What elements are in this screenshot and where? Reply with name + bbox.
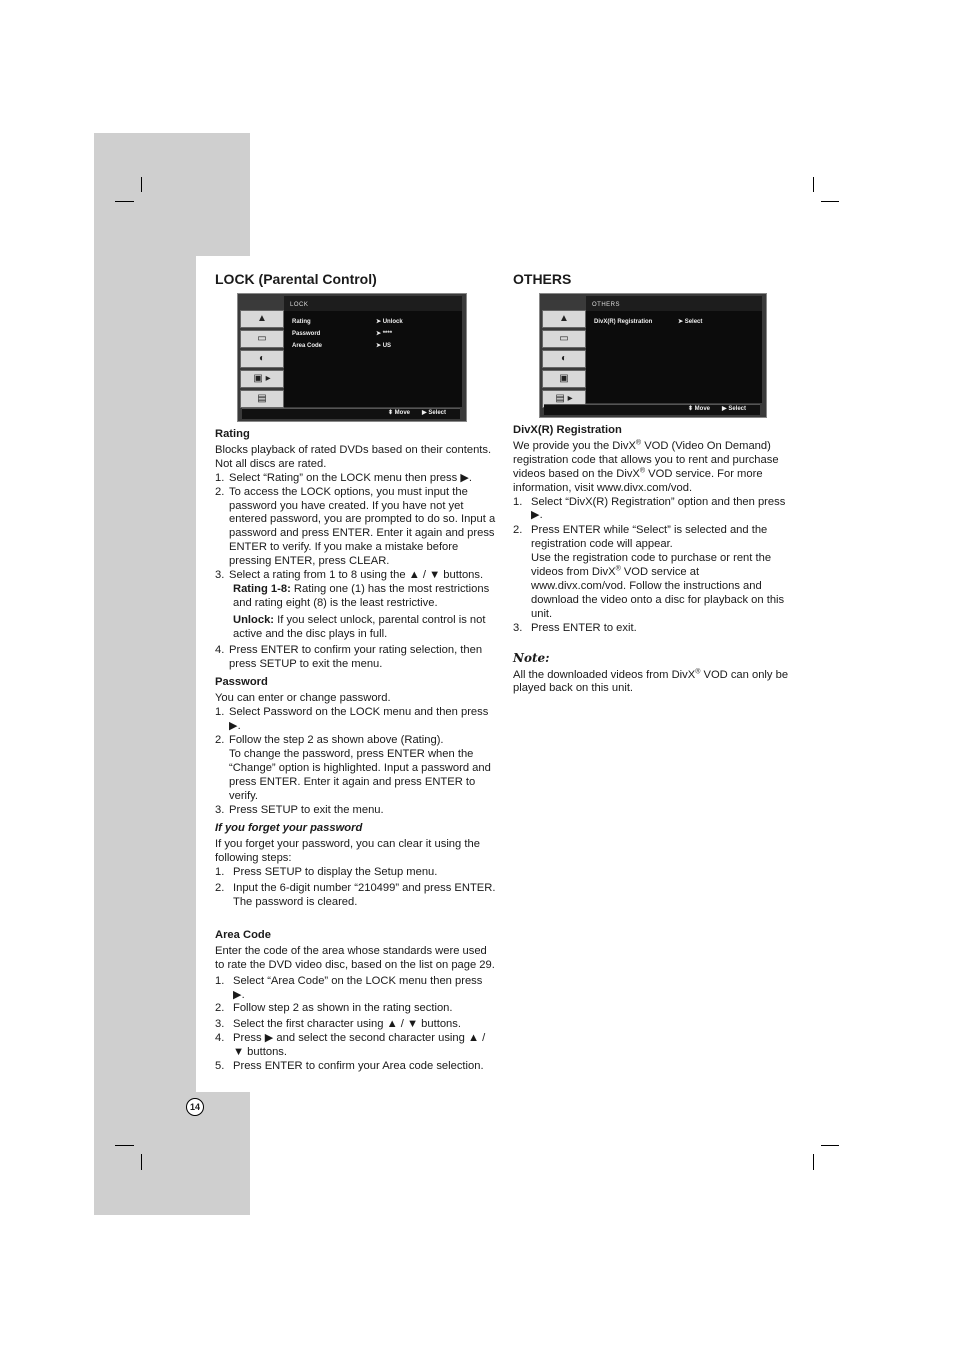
menu-row-divx-registration: DivX(R) Registration ➤ Select [594,316,702,328]
crop-mark [115,1145,134,1146]
rating-heading: Rating [215,428,250,440]
unlock-note: Unlock: If you select unlock, parental control is not active and the disc plays in full. [233,613,486,640]
crop-mark [141,1154,142,1170]
lock-menu-screenshot [237,293,467,422]
menu-sidebar [542,310,586,410]
menu-main [586,296,762,403]
others-icon: ▤ ▸ [542,390,586,408]
rating-steps [215,472,497,672]
arrow-right-icon: ➤ [376,343,383,349]
arrow-right-icon: ➤ [678,319,685,325]
list-item: 2. To access the LOCK options, you must input the password you have created. If you have not yet entered password, you are prompted to do so. Input a password and press ENTER. Enter it again and press ENTER to verify. If you make a mistake before pressing ENTER, press CLEAR. [215,485,496,568]
list-item: 3. Select a rating from 1 to 8 using the ▲ / ▼ buttons. Rating 1-8: Rating one (1) has the most restrictions and rating eight (8) is the least restrictive. Unlock: If you select unlock, parental control is not active and the disc plays in full. [215,569,497,642]
lock-icon: ▣ [542,370,586,388]
divx-registration-steps [513,496,793,636]
crop-mark [813,177,814,192]
menu-main [284,296,462,407]
others-column [513,271,793,696]
list-item: 2. Press ENTER while “Select” is selected and the registration code will appear. Use the registration code to purchase or rent the videos from DivX® VOD service at www.divx.com/vod. Follow the instructions and download the video onto a disc for playback on this unit. [513,524,785,620]
menu-footer: ⬍ Move ▶ Select [242,408,460,419]
note-title: Note: [513,650,550,665]
forgot-password-intro: If you forget your password, you can clear it using the following steps: [215,838,480,865]
others-icon: ▤ [240,390,284,408]
password-steps [215,706,497,817]
password-intro: You can enter or change password. [215,692,391,705]
lock-column [215,271,497,1074]
forgot-password-heading: If you forget your password [215,822,363,835]
menu-row-rating: Rating ➤ Unlock [292,316,403,328]
play-icon: ▶ [422,410,427,417]
lock-icon: ▣ ▸ [240,370,284,388]
lock-title: LOCK (Parental Control) [215,271,377,287]
menu-header: LOCK [284,296,462,311]
crop-mark [115,201,134,202]
menu-footer: ⬍ Move ▶ Select [544,404,760,415]
menu-header: OTHERS [586,296,762,311]
page-number: 14 [186,1098,204,1116]
display-icon: ▭ [542,330,586,348]
password-heading: Password [215,676,268,689]
note-text: All the downloaded videos from DivX® VOD can only be played back on this unit. [513,667,789,695]
rating-range-note: Rating 1-8: Rating one (1) has the most restrictions and rating eight (8) is the least restrictive. [233,582,490,609]
play-icon: ▶ [722,406,727,413]
list-item: 4. Press ▶ and select the second character using ▲ / ▼ buttons. [215,1032,486,1059]
language-icon: ▲ [542,310,586,328]
up-down-icon: ⬍ [687,406,693,413]
menu-row-password: Password ➤ **** [292,328,403,340]
list-item: 4. Press ENTER to confirm your rating selection, then press SETUP to exit the menu. [215,643,483,670]
crop-mark [821,201,839,202]
list-item: 3. Press SETUP to exit the menu. [215,803,384,816]
menu-sidebar [240,310,284,410]
others-title: OTHERS [513,271,572,287]
area-code-intro: Enter the code of the area whose standards were used to rate the DVD video disc, based on the list on page 29. [215,944,495,971]
list-item: 2. Follow step 2 as shown in the rating section. [215,1002,453,1015]
forgot-password-steps [215,866,497,910]
arrow-right-icon: ➤ [376,319,383,325]
divx-registration-heading: DivX(R) Registration [513,424,622,436]
area-code-heading: Area Code [215,928,271,941]
list-item: 3. Select the first character using ▲ / ▼ buttons. [215,1018,461,1031]
language-icon: ▲ [240,310,284,328]
display-icon: ▭ [240,330,284,348]
crop-mark [813,1154,814,1170]
menu-row-area-code: Area Code ➤ US [292,340,403,352]
rating-intro: Blocks playback of rated DVDs based on their contents. Not all discs are rated. [215,443,492,470]
list-item: 3. Press ENTER to exit. [513,621,637,634]
list-item: 1. Select “Area Code” on the LOCK menu then press ▶. [215,974,483,1001]
others-menu-screenshot [539,293,767,418]
arrow-right-icon: ➤ [376,331,383,337]
list-item: 2. Input the 6-digit number “210499” and press ENTER. The password is cleared. [215,882,496,908]
audio-icon: ◐ [240,350,284,368]
list-item: 1. Select Password on the LOCK menu and then press ▶. [215,706,489,733]
list-item: 5. Press ENTER to confirm your Area code selection. [215,1060,484,1073]
list-item: 1. Select “Rating” on the LOCK menu then press ▶. [215,471,473,484]
divx-registration-intro: We provide you the DivX® VOD (Video On Demand) registration code that allows you to rent and purchase videos based on the DivX® VOD service. For more information, visit www.divx.com/vod. [513,439,779,494]
list-item: 2. Follow the step 2 as shown above (Rating). To change the password, press ENTER when the “Change” option is highlighted. Input a password and press ENTER. Enter it again and press ENTER to verify. [215,734,491,802]
crop-mark [141,177,142,192]
area-code-steps [215,975,497,1074]
audio-icon: ◐ [542,350,586,368]
list-item: 1. Select “DivX(R) Registration” option and then press ▶. [513,495,786,522]
crop-mark [821,1145,839,1146]
list-item: 1. Press SETUP to display the Setup menu. [215,866,438,879]
up-down-icon: ⬍ [387,410,393,417]
